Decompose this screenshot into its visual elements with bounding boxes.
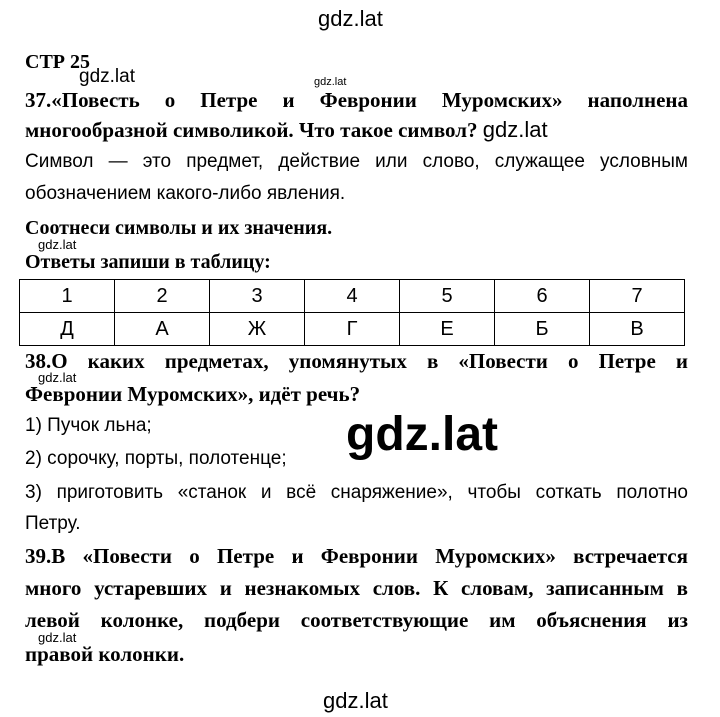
q38-answer-1: 1) Пучок льна; <box>25 415 152 436</box>
table-cell: 2 <box>115 280 210 313</box>
table-cell: 4 <box>305 280 400 313</box>
q38-line-1: 38.О каких предметах, упомянутых в «Повести о Петре и <box>25 349 688 373</box>
table-cell: 7 <box>590 280 685 313</box>
table-cell: Д <box>20 313 115 346</box>
table-row-letters <box>20 313 685 346</box>
q37-table-prompt: Ответы запиши в таблицу: <box>25 251 271 273</box>
q39-line-3: левой колонке, подбери соответствующие им объяснения из <box>25 608 688 632</box>
q39-line-1: 39.В «Повести о Петре и Февронии Муромских» встречается <box>25 544 688 568</box>
q37-answer-line-1: Символ — это предмет, действие или слово, служащее условным <box>25 151 688 172</box>
table-cell: 6 <box>495 280 590 313</box>
watermark-small: gdz.lat <box>38 630 77 645</box>
table-cell: Е <box>400 313 495 346</box>
watermark-top: gdz.lat <box>318 6 383 31</box>
page-header: СТР 25 <box>25 51 90 73</box>
watermark-small: gdz.lat <box>38 237 77 252</box>
q37-line-2 <box>25 117 688 143</box>
q38-line-2: Февронии Муромских», идёт речь? <box>25 382 361 406</box>
table-cell: Г <box>305 313 400 346</box>
q39-line-2: много устаревших и незнакомых слов. К словам, записанным в <box>25 576 688 600</box>
table-cell: 3 <box>210 280 305 313</box>
watermark-small: gdz.lat <box>314 76 347 88</box>
watermark-small: gdz.lat <box>38 370 77 385</box>
watermark-inline: gdz.lat <box>482 117 548 142</box>
table-row-numbers <box>20 280 685 313</box>
q38-answer-3: 3) приготовить «станок и всё снаряжение», чтобы соткать полотно <box>25 482 688 503</box>
table-cell: В <box>590 313 685 346</box>
table-cell: Б <box>495 313 590 346</box>
watermark-big: gdz.lat <box>346 408 498 461</box>
table-cell: А <box>115 313 210 346</box>
answers-table <box>19 279 685 346</box>
q38-answer-2: 2) сорочку, порты, полотенце; <box>25 448 287 469</box>
table-cell: 1 <box>20 280 115 313</box>
q37-answer-line-2: обозначением какого-либо явления. <box>25 183 346 204</box>
q39-line-4: правой колонки. <box>25 642 185 666</box>
table-cell: 5 <box>400 280 495 313</box>
watermark-small: gdz.lat <box>79 66 135 87</box>
q37-line-1: 37.«Повесть о Петре и Февронии Муромских» наполнена <box>25 88 688 112</box>
q37-task: Соотнеси символы и их значения. <box>25 217 333 239</box>
watermark-bottom: gdz.lat <box>323 688 388 713</box>
q37-line-2-text: многообразной символикой. Что такое символ? <box>25 118 478 142</box>
table-cell: Ж <box>210 313 305 346</box>
q38-answer-4: Петру. <box>25 513 81 534</box>
